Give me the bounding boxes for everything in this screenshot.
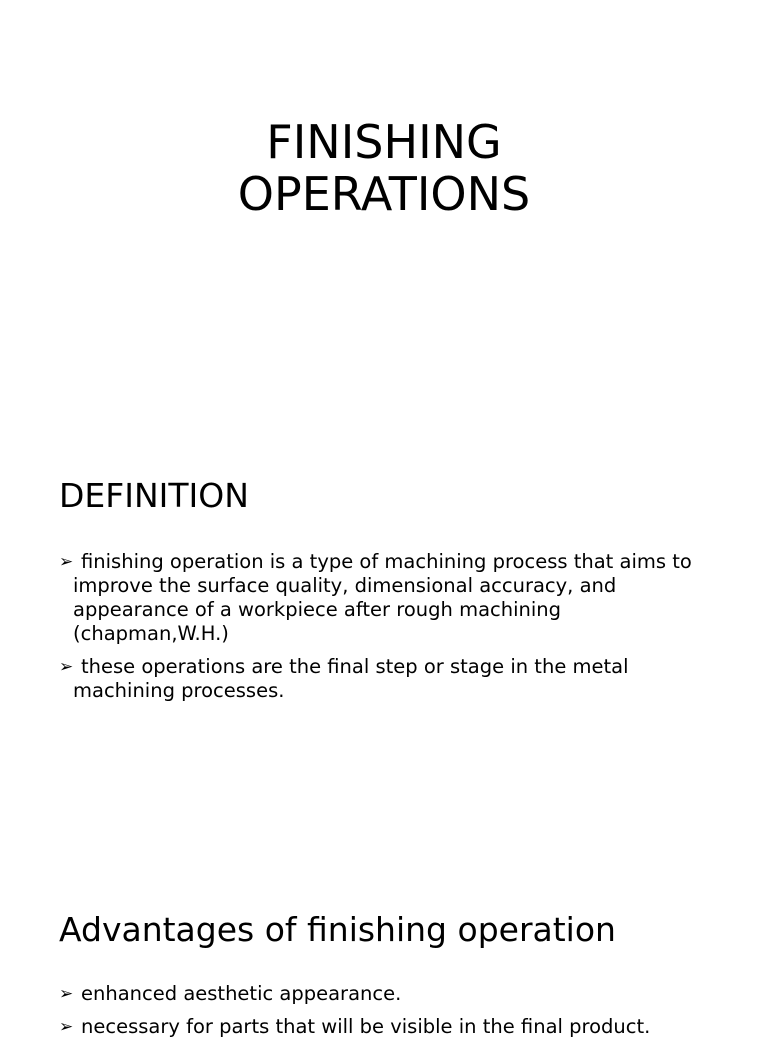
slide-heading: Advantages of finishing operation: [59, 910, 616, 949]
deck-title-line: OPERATIONS: [237, 167, 531, 221]
bullet-item: [59, 550, 719, 646]
arrowhead-bullet-icon: ➢: [59, 984, 74, 1004]
arrowhead-bullet-icon: ➢: [59, 1017, 74, 1037]
bullet-item: [59, 655, 719, 703]
slide-definition: [0, 392, 768, 812]
deck-title-line: FINISHING: [266, 115, 502, 169]
slide-title: [0, 0, 768, 392]
bullet-item: [59, 982, 719, 1006]
bullet-list: [59, 550, 719, 712]
arrowhead-bullet-icon: ➢: [59, 657, 74, 677]
bullet-text: necessary for parts that will be visible in the final product.: [81, 1015, 651, 1038]
bullet-item: [59, 1015, 719, 1039]
slide-heading: DEFINITION: [59, 476, 249, 515]
bullet-list: [59, 982, 719, 1048]
bullet-text: these operations are the final step or stage in the metal machining processes.: [73, 655, 629, 702]
bullet-text: finishing operation is a type of machining process that aims to improve the surface quality, dimensional accuracy, and appearance of a workpiece after rough machining (chapman,W.H.): [73, 550, 692, 645]
deck-title: [0, 116, 768, 220]
bullet-text: enhanced aesthetic appearance.: [81, 982, 402, 1005]
arrowhead-bullet-icon: ➢: [59, 552, 74, 572]
slide-advantages: [0, 812, 768, 1038]
